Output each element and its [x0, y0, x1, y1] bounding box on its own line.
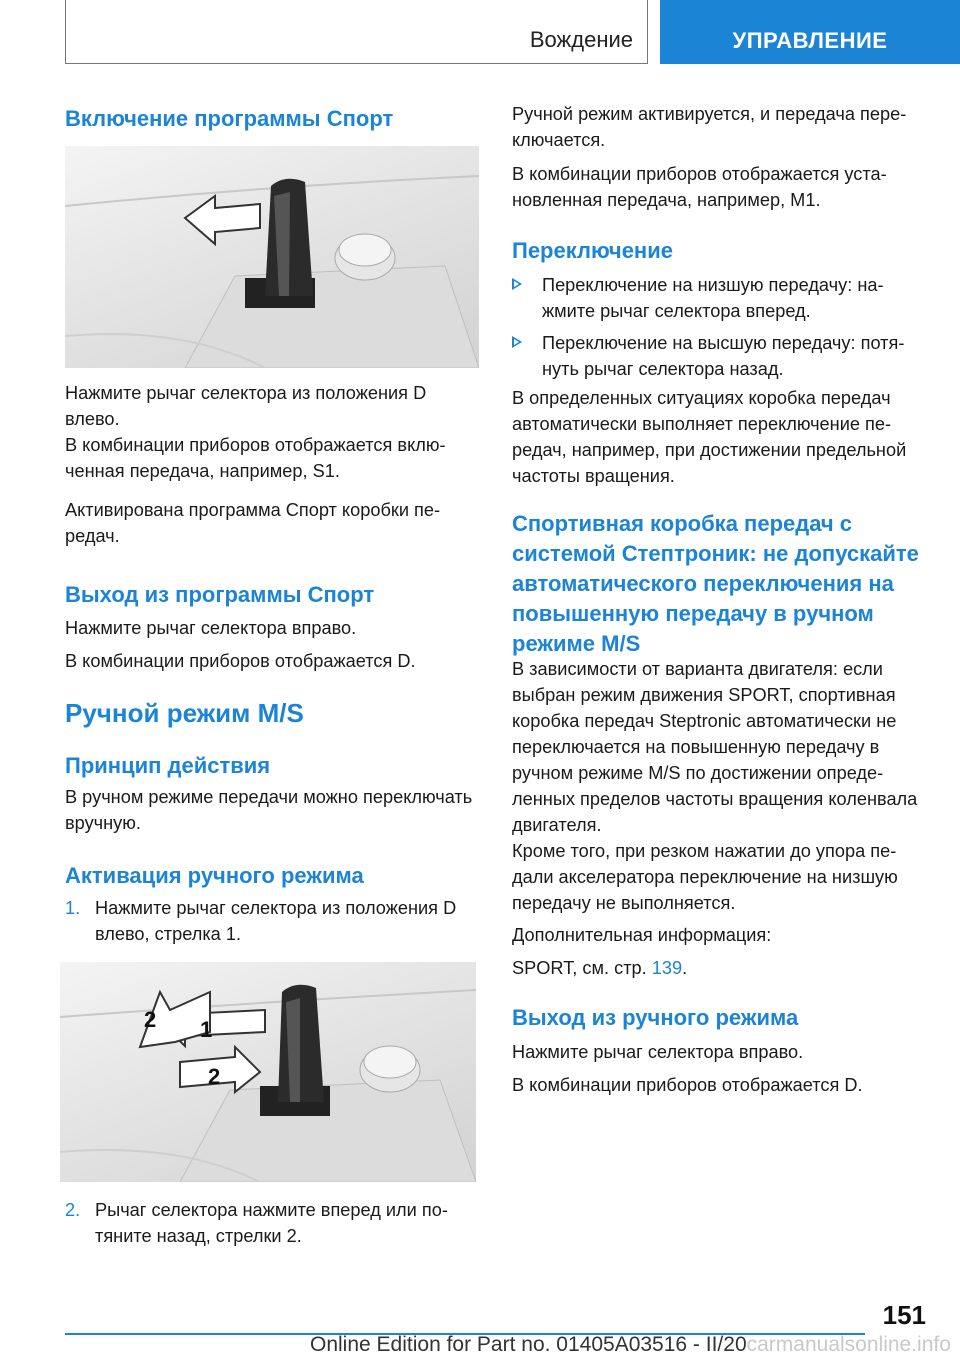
shift-down-item [512, 272, 930, 324]
page-link-139[interactable]: 139 [651, 958, 683, 978]
header-section-label: Вождение [529, 27, 633, 52]
sport-on-text-1: Нажмите рычаг селектора из положения D влево. [65, 383, 427, 429]
header-section-tab [65, 0, 648, 64]
step-2-number: 2. [65, 1200, 81, 1220]
header-chapter-tab[interactable] [660, 0, 960, 64]
steptronic-text-2: Кроме того, при резком нажатии до упора педали акселератора переключение на низшую передачу не выполняется. [512, 841, 898, 913]
shift-down-text: Переключение на низшую передачу: нажмите рычаг селектора вперед. [542, 275, 884, 321]
activation-title: Активация ручного режима [65, 863, 364, 888]
manual-mode-title: Ручной режим M/S [65, 698, 304, 728]
arrow-2b-label: 2 [208, 1064, 221, 1089]
step-2-text: Рычаг селектора нажмите вперед или потяните назад, стрелки 2. [95, 1200, 448, 1246]
edition-text: Online Edition for Part no. 01405A03516 - II/20 [310, 1333, 747, 1356]
gear-selector-illustration [65, 146, 479, 368]
sport-off-title: Выход из программы Спорт [65, 582, 375, 607]
triangle-bullet-icon [512, 278, 522, 290]
auto-shift-text: В определенных ситуациях коробка передач автоматически выполняет переключение передач, например, при достижении предельной частоты вращения. [512, 388, 907, 486]
page-number: 151 [882, 1300, 926, 1330]
watermark-text: carmanualsonline.info [746, 1333, 951, 1356]
triangle-bullet-icon [512, 336, 522, 348]
manual-exit-title: Выход из ручного режима [512, 1005, 799, 1030]
shift-up-text: Переключение на высшую передачу: потянуть рычаг селектора назад. [542, 333, 905, 379]
sport-reference-suffix: . [682, 958, 688, 978]
activation-step-1 [65, 895, 477, 947]
manual-activated-text: Ручной режим активируется, и передача переключается. [512, 104, 907, 150]
sport-reference [512, 955, 930, 981]
sport-reference-prefix: SPORT, см. стр. [512, 958, 647, 978]
arrow-2a-label: 2 [144, 1007, 157, 1032]
sport-on-text-2: В комбинации приборов отображается включенная передача, например, S1. [65, 435, 446, 481]
activation-step-2 [65, 1197, 477, 1249]
sport-on-text-3: Активирована программа Спорт коробки передач. [65, 500, 441, 546]
gear-selector-image-2 [60, 962, 476, 1182]
shifting-title: Переключение [512, 238, 673, 263]
sport-off-text-2: В комбинации приборов отображается D. [65, 651, 416, 671]
sport-on-title: Включение программы Спорт [65, 106, 394, 131]
manual-gear-display-text: В комбинации приборов отображается установленная передача, например, M1. [512, 164, 887, 210]
shift-up-item [512, 330, 930, 382]
principle-title: Принцип действия [65, 753, 271, 778]
gear-selector-arrows-illustration [60, 962, 476, 1182]
manual-exit-text-1: Нажмите рычаг селектора вправо. [512, 1042, 804, 1062]
step-1-number: 1. [65, 898, 81, 918]
sport-off-text-1: Нажмите рычаг селектора вправо. [65, 618, 357, 638]
steptronic-text-1: В зависимости от варианта двигателя: если выбран режим движения SPORT, спортивная коробка передач Steptronic автоматически не переключается на повышенную передачу в ручном режиме M/S по достижении определенных пределов частоты вращения коленвала двигателя. [512, 659, 918, 835]
steptronic-title: Спортивная коробка передач с системой Стептроник: не допускайте автоматического переключения на повышенную передачу в ручном режиме M/S [512, 511, 919, 656]
gear-selector-image-1 [65, 146, 479, 368]
arrow-1-label: 1 [200, 1017, 213, 1042]
manual-exit-text-2: В комбинации приборов отображается D. [512, 1075, 863, 1095]
more-info-label: Дополнительная информация: [512, 925, 772, 945]
principle-text: В ручном режиме передачи можно переключать вручную. [65, 787, 473, 833]
footer-edition [310, 1333, 951, 1357]
step-1-text: Нажмите рычаг селектора из положения D влево, стрелка 1. [95, 898, 457, 944]
header-chapter-label: УПРАВЛЕНИЕ [732, 28, 888, 53]
